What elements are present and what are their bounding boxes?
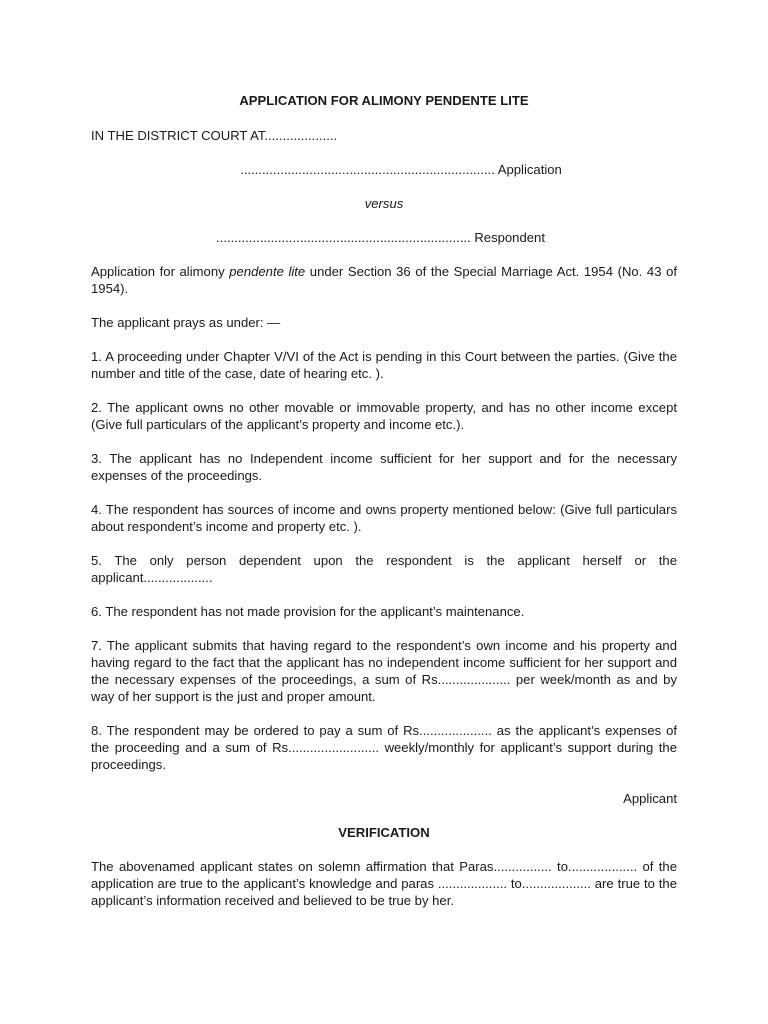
applicant-signature: Applicant (623, 791, 677, 806)
versus-label: versus (364, 196, 404, 211)
court-line: IN THE DISTRICT COURT AT.................... (91, 128, 338, 143)
verification-text: The abovenamed applicant states on solemn affirmation that Paras................ to................... of the application are true to the applicant’s knowledge and paras ................... to................... are true to the applicant’s information received and believed to be true by her. (91, 859, 677, 908)
intro-paragraph (91, 263, 677, 297)
respondent-line: ...................................................................... Respondent (216, 230, 545, 245)
paragraph-2: 2. The applicant owns no other movable or immovable property, and has no other income except (Give full particulars of the applicant’s property and income etc.). (91, 400, 677, 432)
applicant-line-text: ...................................................................... Application (240, 162, 562, 177)
document-title: APPLICATION FOR ALIMONY PENDENTE LITE (239, 93, 529, 108)
paragraph-5: 5. The only person dependent upon the respondent is the applicant herself or the applicant................... (91, 553, 677, 585)
paragraph-4: 4. The respondent has sources of income and owns property mentioned below: (Give full particulars about respondent’s income and property etc. ). (91, 502, 677, 534)
applicant-line (91, 161, 677, 178)
paragraph-6: 6. The respondent has not made provision for the applicant’s maintenance. (91, 604, 525, 619)
intro-after: under Section 36 of the Special Marriage Act. 1954 (No. 43 of 1954). (91, 264, 677, 296)
prays-line: The applicant prays as under: — (91, 315, 281, 330)
paragraph-3: 3. The applicant has no Independent income sufficient for her support and for the necessary expenses of the proceedings. (91, 451, 677, 483)
paragraph-7: 7. The applicant submits that having regard to the respondent’s own income and his property and having regard to the fact that the applicant has no independent income sufficient for her support and the necessary expenses of the proceedings, a sum of Rs.................... per week/month as and by way of her support is the just and proper amount. (91, 638, 677, 704)
intro-before: Application for alimony (91, 264, 230, 279)
paragraph-8: 8. The respondent may be ordered to pay a sum of Rs.................... as the applicant’s expenses of the proceeding and a sum of Rs......................... weekly/monthly for applicant’s support during the proceedings. (91, 723, 677, 772)
verification-heading: VERIFICATION (338, 825, 430, 840)
intro-italic: pendente lite (229, 264, 306, 279)
paragraph-1: 1. A proceeding under Chapter V/VI of the Act is pending in this Court between the parties. (Give the number and title of the case, date of hearing etc. ). (91, 349, 677, 381)
